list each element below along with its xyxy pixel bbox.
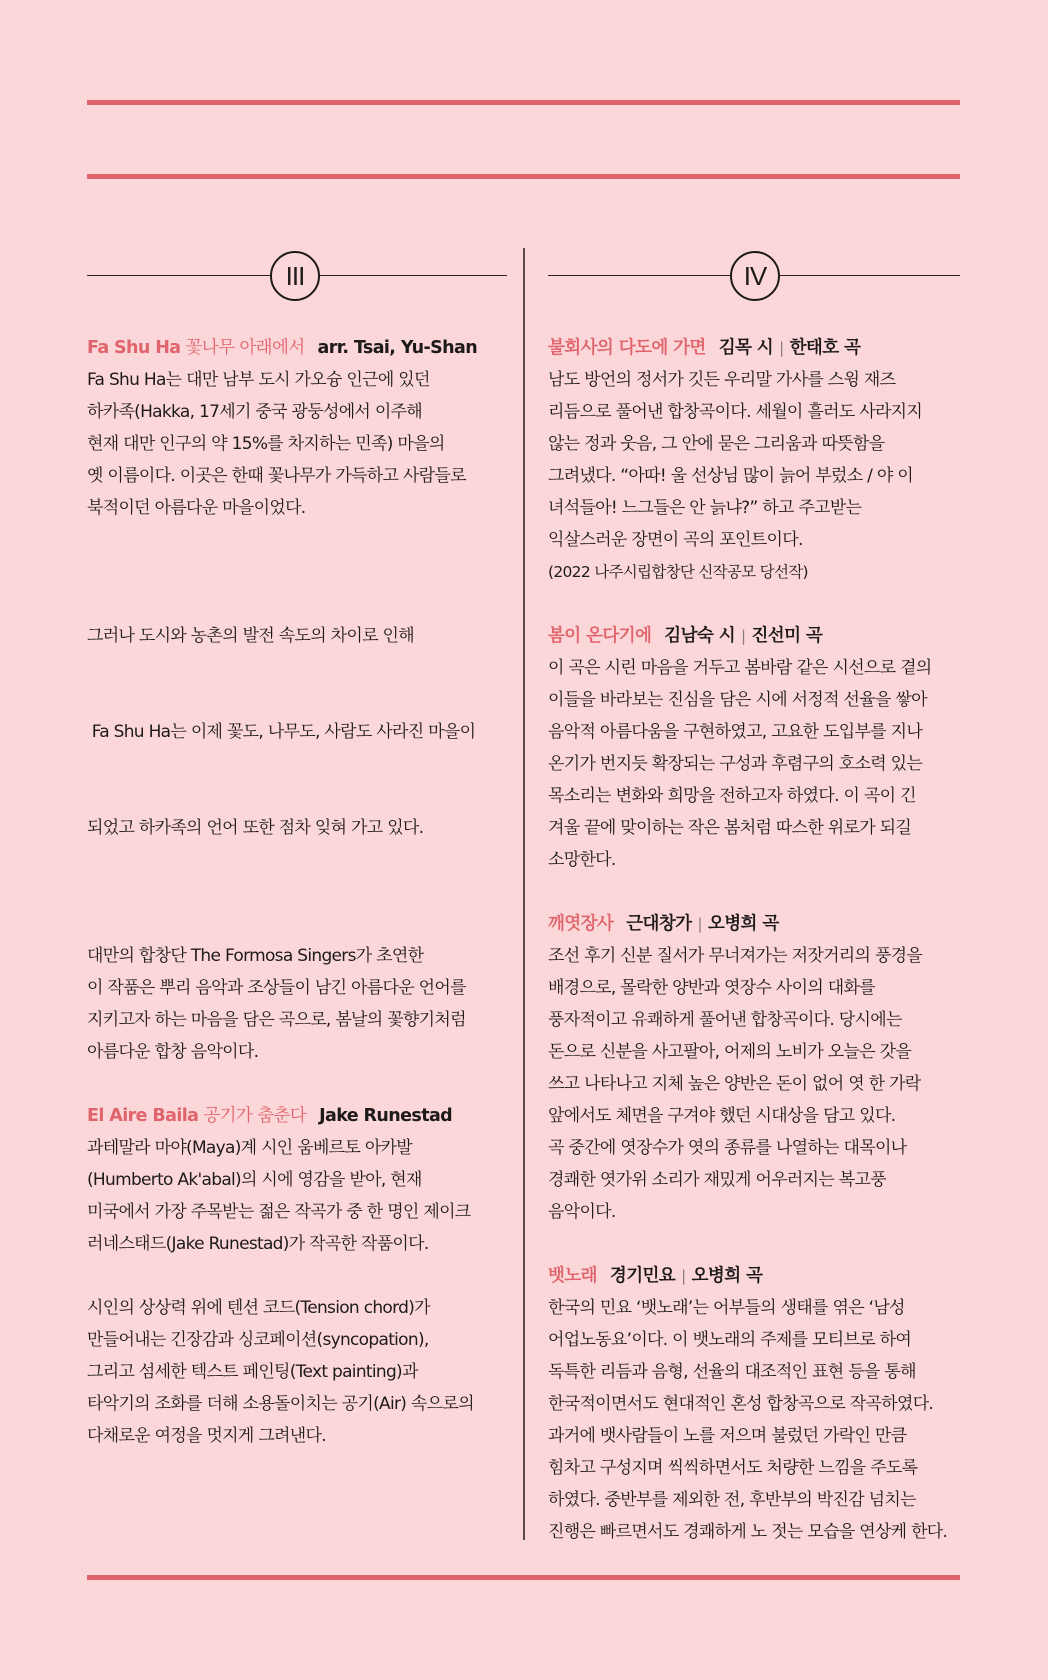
roman-numeral-badge [730,251,780,301]
section-numeral-row [87,248,507,304]
section-numeral-row [548,248,960,304]
piece-title [548,332,960,364]
piece-credit-lyricist: 김남숙 시 [664,626,736,646]
text-line: 않는 정과 웃음, 그 안에 묻은 그리움과 따뜻함을 [548,434,885,454]
paragraph [87,1132,507,1260]
piece-credit: arr. Tsai, Yu-Shan [317,338,478,358]
text-line: 힘차고 구성지며 씩씩하면서도 처량한 느낌을 주도록 [548,1458,918,1478]
top-rule-1 [87,100,960,105]
text-line: 미국에서 가장 주목받는 젊은 작곡가 중 한 명인 제이크 [87,1202,471,1222]
paragraph [87,1292,507,1452]
text-line: 과거에 뱃사람들이 노를 저으며 불렀던 가락인 만큼 [548,1426,907,1446]
paragraph [87,364,507,524]
credit-separator: | [779,339,784,357]
text-line: 한국의 민요 ‘뱃노래’는 어부들의 생태를 엮은 ‘남성 [548,1298,905,1318]
text-line: 다채로운 여정을 멋지게 그려낸다. [87,1426,326,1446]
piece-credit-lyricist: 김목 시 [718,338,774,358]
text-line: 배경으로, 몰락한 양반과 엿장수 사이의 대화를 [548,978,875,998]
text-line: 목소리는 변화와 희망을 전하고자 하였다. 이 곡이 긴 [548,786,916,806]
column-divider [523,248,525,1540]
section-III [87,248,507,1484]
text-line: 남도 방언의 정서가 깃든 우리말 가사를 스윙 재즈 [548,370,896,390]
text-line: 쓰고 나타나고 지체 높은 양반은 돈이 없어 엿 한 가락 [548,1074,921,1094]
text-line: 북적이던 아름다운 마을이었다. [87,498,306,518]
text-line: 한국적이면서도 현대적인 혼성 합창곡으로 작곡하였다. [548,1394,934,1414]
credit-separator: | [741,627,746,645]
text-line: 풍자적이고 유쾌하게 풀어낸 합창곡이다. 당시에는 [548,1010,902,1030]
text-line: Fa Shu Ha는 이제 꽃도, 나무도, 사람도 사라진 마을이 [87,722,476,742]
piece-baennorae [548,1260,960,1548]
text-line: 만들어내는 긴장감과 싱코페이션(syncopation), [87,1330,429,1350]
piece-title-name: 뱃노래 [548,1266,597,1286]
piece-credit-composer: 진선미 곡 [751,626,823,646]
text-line: 그리고 섬세한 텍스트 페인팅(Text painting)과 [87,1362,418,1382]
piece-credit-origin: 근대창가 [626,914,692,934]
text-line: 곡 중간에 엿장수가 엿의 종류를 나열하는 대목이나 [548,1138,907,1158]
text-line: 돈으로 신분을 사고팔아, 어제의 노비가 오늘은 갓을 [548,1042,912,1062]
credit-separator: | [681,1267,686,1285]
text-line: 옛 이름이다. 이곳은 한때 꽃나무가 가득하고 사람들로 [87,466,466,486]
text-line: 소망한다. [548,850,616,870]
piece-title [548,1260,960,1292]
paragraph [548,1292,960,1548]
text-line: 조선 후기 신분 질서가 무너져가는 저잣거리의 풍경을 [548,946,923,966]
section-IV [548,248,960,1580]
text-line: 음악이다. [548,1202,616,1222]
piece-credit-composer: 오병희 곡 [691,1266,763,1286]
text-line: 진행은 빠르면서도 경쾌하게 노 젓는 모습을 연상케 한다. [548,1522,948,1542]
text-line: 어업노동요’이다. 이 뱃노래의 주제를 모티브로 하여 [548,1330,912,1350]
piece-credit: Jake Runestad [319,1106,453,1126]
text-line: 이들을 바라보는 진심을 담은 시에 서정적 선율을 쌓아 [548,690,927,710]
text-line: 그려냈다. “아따! 울 선상님 많이 늙어 부렀소 / 야 이 [548,466,914,486]
paragraph [87,556,507,908]
text-line: 과테말라 마야(Maya)계 시인 움베르토 아카발 [87,1138,412,1158]
paragraph [548,652,960,876]
piece-title [548,620,960,652]
piece-bulhoesa [548,332,960,588]
text-line: 겨울 끝에 맞이하는 작은 봄처럼 따스한 위로가 되길 [548,818,912,838]
text-line: 현재 대만 인구의 약 15%를 차지하는 민족) 마을의 [87,434,445,454]
roman-numeral-badge [270,251,320,301]
piece-title [87,332,507,364]
text-line: 러네스태드(Jake Runestad)가 작곡한 작품이다. [87,1234,429,1254]
text-line: 아름다운 합창 음악이다. [87,1042,259,1062]
piece-credit-composer: 한태호 곡 [789,338,861,358]
piece-title-korean: 꽃나무 아래에서 [185,338,305,358]
text-line: 온기가 번지듯 확장되는 구성과 후렴구의 호소력 있는 [548,754,923,774]
piece-title [548,908,960,940]
top-rule-2 [87,174,960,179]
text-line: 익살스러운 장면이 곡의 포인트이다. [548,530,803,550]
piece-el-aire-baila [87,1100,507,1452]
piece-title [87,1100,507,1132]
text-line: 앞에서도 체면을 구겨야 했던 시대상을 담고 있다. [548,1106,896,1126]
text-line: 이 곡은 시린 마음을 거두고 봄바람 같은 시선으로 곁의 [548,658,932,678]
piece-title-name: El Aire Baila [87,1106,199,1126]
piece-bomi-ondagie [548,620,960,876]
paragraph [548,940,960,1228]
piece-credit-composer: 오병희 곡 [707,914,779,934]
text-line: 독특한 리듬과 음형, 선율의 대조적인 표현 등을 통해 [548,1362,916,1382]
paragraph [87,940,507,1068]
text-line: 경쾌한 엿가위 소리가 재밌게 어우러지는 복고풍 [548,1170,886,1190]
text-line: 녀석들아! 느그들은 안 늙냐?” 하고 주고받는 [548,498,862,518]
text-line: 하카족(Hakka, 17세기 중국 광둥성에서 이주해 [87,402,423,422]
text-line: 음악적 아름다움을 구현하였고, 고요한 도입부를 지나 [548,722,923,742]
text-line: (Humberto Ak'abal)의 시에 영감을 받아, 현재 [87,1170,422,1190]
piece-title-korean: 공기가 춤춘다 [203,1106,307,1126]
text-line: 리듬으로 풀어낸 합창곡이다. 세월이 흘러도 사라지지 [548,402,923,422]
piece-title-name: 불회사의 다도에 가면 [548,338,706,358]
text-line: 되었고 하카족의 언어 또한 점차 잊혀 가고 있다. [87,818,424,838]
text-line: 하였다. 중반부를 제외한 전, 후반부의 박진감 넘치는 [548,1490,916,1510]
roman-numeral: III [285,260,305,291]
piece-title-name: Fa Shu Ha [87,338,181,358]
piece-kkaeyeotjangsa [548,908,960,1228]
piece-title-name: 봄이 온다기에 [548,626,652,646]
piece-credit-origin: 경기민요 [609,1266,676,1286]
piece-fa-shu-ha [87,332,507,1068]
bottom-rule [87,1575,960,1580]
text-line: 타악기의 조화를 더해 소용돌이치는 공기(Air) 속으로의 [87,1394,474,1414]
text-line: Fa Shu Ha는 대만 남부 도시 가오슝 인근에 있던 [87,370,430,390]
roman-numeral: IV [743,260,767,291]
piece-title-name: 깨엿장사 [548,914,614,934]
text-line: 그러나 도시와 농촌의 발전 속도의 차이로 인해 [87,626,414,646]
award-note: (2022 나주시립합창단 신작공모 당선작) [548,563,808,581]
paragraph [548,364,960,588]
text-line: 지키고자 하는 마음을 담은 곡으로, 봄날의 꽃향기처럼 [87,1010,466,1030]
text-line: 이 작품은 뿌리 음악과 조상들이 남긴 아름다운 언어를 [87,978,466,998]
text-line: 시인의 상상력 위에 텐션 코드(Tension chord)가 [87,1298,430,1318]
text-line: 대만의 합창단 The Formosa Singers가 초연한 [87,946,424,966]
credit-separator: | [697,915,702,933]
